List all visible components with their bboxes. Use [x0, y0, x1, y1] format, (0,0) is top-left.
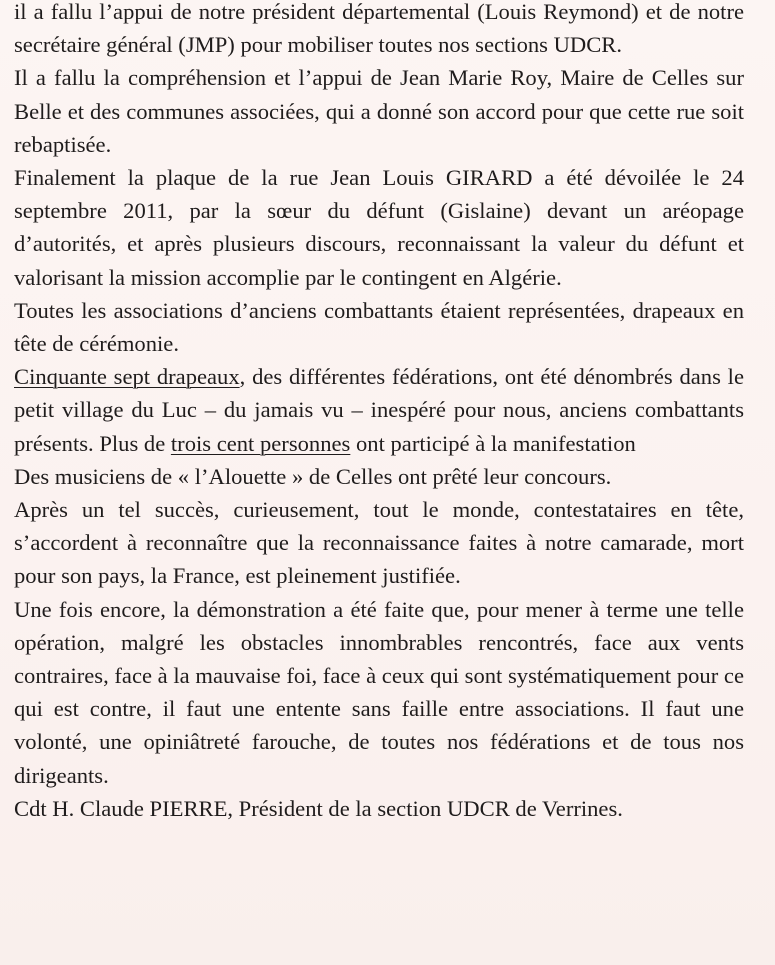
paragraph-mayor-approval: [14, 61, 744, 161]
paragraph-mobilisation: [14, 0, 744, 61]
article-body: [14, 0, 744, 825]
paragraph-flags-count: [14, 360, 744, 460]
paragraph-text: Toutes les associations d’anciens combattants étaient représentées, drapeaux en tête de cérémonie.: [14, 297, 744, 357]
paragraph-plaque-unveiling: [14, 161, 744, 294]
paragraph-text: ont participé à la manifestation: [350, 430, 636, 456]
paragraph-text: Il a fallu la compréhension et l’appui de Jean Marie Roy, Maire de Celles sur Belle et des communes associées, qui a donné son accord pour que cette rue soit rebaptisée.: [14, 65, 744, 157]
paragraph-success: [14, 493, 744, 593]
paragraph-musicians: [14, 460, 744, 493]
underlined-attendance: trois cent personnes: [170, 430, 351, 456]
signature-line: [14, 792, 744, 825]
signature-text: Cdt H. Claude PIERRE, Président de la section UDCR de Verrines.: [14, 795, 623, 821]
paragraph-text: Finalement la plaque de la rue Jean Louis GIRARD a été dévoilée le 24 septembre 2011, par la sœur du défunt (Gislaine) devant un aréopage d’autorités, et après plusieurs discours, reconnaissant la valeur du défunt et valorisant la mission accomplie par le contingent en Algérie.: [14, 165, 744, 290]
paragraph-associations: [14, 294, 744, 360]
paragraph-text: , des différentes fédérations, ont été dénombrés dans le petit village du Luc – du jamais vu – inespéré pour nous, anciens combattants présents. Plus de: [14, 364, 744, 456]
paragraph-text: Après un tel succès, curieusement, tout le monde, contestataires en tête, s’accordent à reconnaître que la reconnaissance faites à notre camarade, mort pour son pays, la France, est pleinement justifiée.: [14, 497, 744, 589]
paragraph-text: Une fois encore, la démonstration a été faite que, pour mener à terme une telle opération, malgré les obstacles innombrables rencontrés, face aux vents contraires, face à la mauvaise foi, face à ceux qui sont systématiquement pour ce qui est contre, il faut une entente sans faille entre associations. Il faut une volonté, une opiniâtreté farouche, de toutes nos fédérations et de tous nos dirigeants.: [14, 596, 744, 788]
paragraph-text: Des musiciens de « l’Alouette » de Celles ont prêté leur concours.: [14, 463, 612, 489]
underlined-flags-count: Cinquante sept drapeaux: [14, 364, 240, 390]
paragraph-conclusion: [14, 593, 744, 792]
paragraph-text: il a fallu l’appui de notre président départemental (Louis Reymond) et de notre secrétaire général (JMP) pour mobiliser toutes nos sections UDCR.: [14, 0, 744, 58]
